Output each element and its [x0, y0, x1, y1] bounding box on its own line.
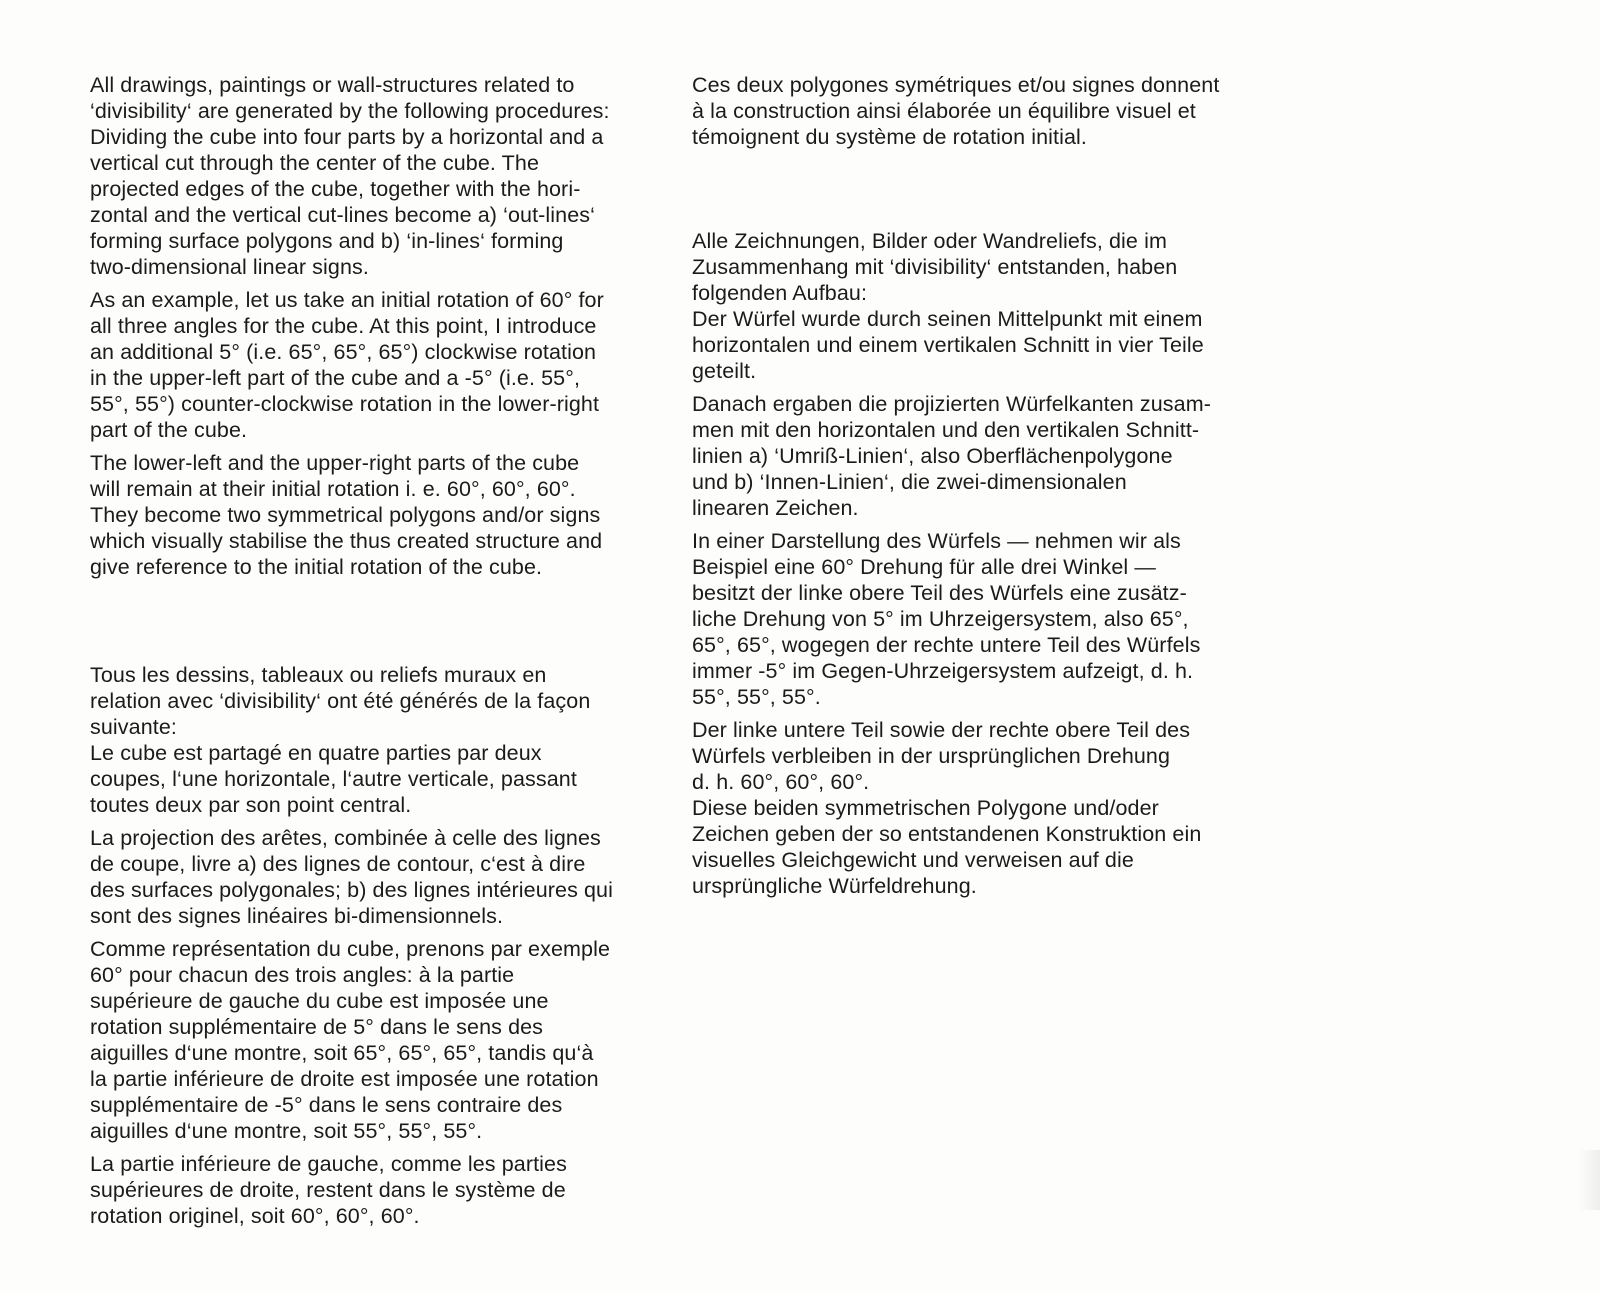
german-paragraph-2: Der Würfel wurde durch seinen Mittelpunkt mit einem horizontalen und einem vertikalen Schnitt in vier Teile geteilt.: [692, 307, 1204, 383]
left-column: [90, 72, 670, 1229]
german-paragraph-1: Alle Zeichnungen, Bilder oder Wandreliefs, die im Zusammenhang mit ‘divisibility‘ entstanden, haben folgenden Aufbau:: [692, 229, 1178, 305]
page-edge-shadow: [1578, 1150, 1600, 1210]
french-paragraph-2: Le cube est partagé en quatre parties par deux coupes, l‘une horizontale, l‘autre verticale, passant toutes deux par son point central.: [90, 741, 577, 817]
french-paragraph-4: Comme représentation du cube, prenons par exemple 60° pour chacun des trois angles: à la partie supérieure de gauche du cube est imposée une rotation supplémentaire de 5° dans le sens des aiguilles d‘une montre, soit 65°, 65°, 65°, tandis qu‘à la partie inférieure de droite est imposée une rotation supplémentaire de -5° dans le sens contraire des aiguilles d‘une montre, soit 55°, 55°, 55°.: [90, 937, 610, 1143]
german-paragraph-5: Der linke untere Teil sowie der rechte obere Teil des Würfels verbleiben in der ursprünglichen Drehung d. h. 60°, 60°, 60°.: [692, 718, 1191, 794]
german-paragraph-6: Diese beiden symmetrischen Polygone und/oder Zeichen geben der so entstandenen Konstruktion ein visuelles Gleichgewicht und verweisen auf die ursprüngliche Würfeldrehung.: [692, 796, 1202, 898]
german-paragraph-4: In einer Darstellung des Würfels — nehmen wir als Beispiel eine 60° Drehung für alle drei Winkel — besitzt der linke obere Teil des Würfels eine zusätz- liche Drehung von 5° im Uhrzeigersystem, also 65°, 65°, 65°, wogegen der rechte untere Teil des Würfels immer -5° im Gegen-Uhrzeigersystem aufzeigt, d. h. 55°, 55°, 55°.: [692, 529, 1201, 709]
right-column: [692, 72, 1272, 899]
english-paragraph-2: As an example, let us take an initial rotation of 60° for all three angles for the cube. At this point, I introduce an additional 5° (i.e. 65°, 65°, 65°) clockwise rotation in the upper-left part of the cube and a -5° (i.e. 55°, 55°, 55°) counter-clockwise rotation in the lower-right part of the cube.: [90, 288, 604, 442]
french-paragraph-6: Ces deux polygones symétriques et/ou signes donnent à la construction ainsi élaborée un équilibre visuel et témoignent du système de rotation initial.: [692, 73, 1220, 149]
french-paragraph-5: La partie inférieure de gauche, comme les parties supérieures de droite, restent dans le système de rotation originel, soit 60°, 60°, 60°.: [90, 1152, 567, 1228]
english-paragraph-1: All drawings, paintings or wall-structures related to ‘divisibility‘ are generated by the following procedures: Dividing the cube into four parts by a horizontal and a vertical cut through the center of the cube. The projected edges of the cube, together with the hori- zontal and the vertical cut-lines become a) ‘out-lines‘ forming surface polygons and b) ‘in-lines‘ forming two-dimensional linear signs.: [90, 73, 610, 279]
german-paragraph-3: Danach ergaben die projizierten Würfelkanten zusam- men mit den horizontalen und den vertikalen Schnitt- linien a) ‘Umriß-Linien‘, also Oberflächenpolygone und b) ‘Innen-Linien‘, die zwei-dimensionalen linearen Zeichen.: [692, 392, 1211, 520]
french-paragraph-3: La projection des arêtes, combinée à celle des lignes de coupe, livre a) des lignes de contour, c‘est à dire des surfaces polygonales; b) des lignes intérieures qui sont des signes linéaires bi-dimensionnels.: [90, 826, 613, 928]
english-paragraph-3: The lower-left and the upper-right parts of the cube will remain at their initial rotation i. e. 60°, 60°, 60°. They become two symmetrical polygons and/or signs which visually stabilise the thus created structure and give reference to the initial rotation of the cube.: [90, 451, 603, 579]
french-paragraph-1: Tous les dessins, tableaux ou reliefs muraux en relation avec ‘divisibility‘ ont été générés de la façon suivante:: [90, 663, 591, 739]
